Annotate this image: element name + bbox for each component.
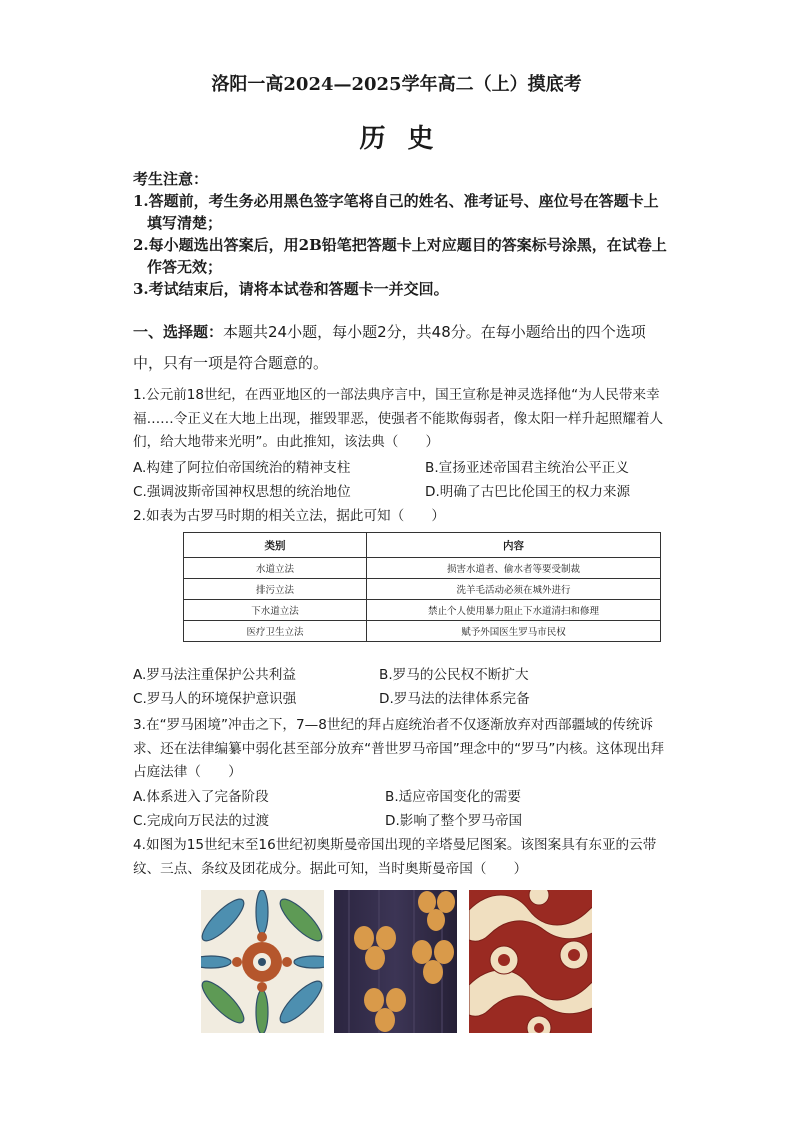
option-c: C.罗马人的环境保护意识强 bbox=[133, 690, 297, 707]
question-2-stem: 2.如表为古罗马时期的相关立法，据此可知（ ） bbox=[133, 508, 446, 524]
table-header: 内容 bbox=[367, 533, 661, 558]
option-d: D.罗马法的法律体系完备 bbox=[379, 690, 530, 707]
option-d: D.明确了古巴比伦国王的权力来源 bbox=[425, 483, 631, 500]
table-row bbox=[184, 600, 661, 621]
table-cell: 排污立法 bbox=[184, 579, 367, 600]
subject-title: 历史 bbox=[359, 124, 456, 154]
question-1-stem: 1.公元前18世纪，在西亚地区的一部法典序言中，国王宣称是神灵选择他“为人民带来幸福……令正义在大地上出现，摧毁罪恶，使强者不能欺侮弱者，像太阳一样升起照耀着人们，给大地带来光明”。由此推知，该法典（ ） bbox=[133, 387, 664, 450]
option-c: C.强调波斯帝国神权思想的统治地位 bbox=[133, 483, 351, 500]
table-row bbox=[184, 621, 661, 642]
section-text: 本题共24小题，每小题2分，共48分。在每小题给出的四个选项中，只有一项是符合题意的。 bbox=[133, 323, 646, 372]
option-a: A.构建了阿拉伯帝国统治的精神支柱 bbox=[133, 460, 351, 476]
option-d: D.影响了整个罗马帝国 bbox=[385, 812, 523, 829]
option-b: B.罗马的公民权不断扩大 bbox=[379, 667, 529, 683]
table-cell: 损害水道者、偷水者等要受制裁 bbox=[367, 558, 661, 579]
question-1-options bbox=[133, 457, 673, 504]
table-header-row bbox=[184, 533, 661, 558]
exam-title: 洛阳一高2024—2025学年高二（上）摸底考 bbox=[211, 74, 582, 95]
section-label: 一、选择题： bbox=[133, 323, 224, 341]
option-a: A.罗马法注重保护公共利益 bbox=[133, 667, 296, 683]
option-c: C.完成向万民法的过渡 bbox=[133, 812, 270, 829]
table-row bbox=[184, 579, 661, 600]
table-cell: 水道立法 bbox=[184, 558, 367, 579]
question-4-stem: 4.如图为15世纪末至16世纪初奥斯曼帝国出现的辛塔曼尼图案。该图案具有东亚的云带纹、三点、条纹及团花成分。据此可知，当时奥斯曼帝国（ ） bbox=[133, 837, 657, 877]
option-b: B.适应帝国变化的需要 bbox=[385, 789, 521, 805]
question-3-options bbox=[133, 786, 673, 833]
option-b: B.宣扬亚述帝国君主统治公平正义 bbox=[425, 460, 629, 476]
notice-item: 2.每小题选出答案后，用2B铅笔把答题卡上对应题目的答案标号涂黑，在试卷上作答无效； bbox=[133, 236, 667, 276]
table-cell: 洗羊毛活动必须在城外进行 bbox=[367, 579, 661, 600]
table-row bbox=[184, 558, 661, 579]
notice-heading: 考生注意： bbox=[133, 170, 209, 188]
pattern-images bbox=[201, 890, 611, 1033]
notice-block bbox=[133, 168, 673, 300]
table-cell: 下水道立法 bbox=[184, 600, 367, 621]
question-3-stem: 3.在“罗马困境”冲击之下，7—8世纪的拜占庭统治者不仅逐渐放弃对西部疆域的传统诉求、还在法律编纂中弱化甚至部分放弃“普世罗马帝国”理念中的“罗马”内核。这体现出拜占庭法律（ ） bbox=[133, 717, 665, 780]
table-header: 类别 bbox=[184, 533, 367, 558]
option-a: A.体系进入了完备阶段 bbox=[133, 789, 269, 805]
cloud-band-pattern-icon bbox=[469, 890, 592, 1033]
tile-pattern-icon bbox=[201, 890, 324, 1033]
question-2-options bbox=[133, 664, 673, 711]
law-table bbox=[183, 532, 661, 642]
three-dots-pattern-icon bbox=[334, 890, 457, 1033]
table-cell: 赋予外国医生罗马市民权 bbox=[367, 621, 661, 642]
table-cell: 医疗卫生立法 bbox=[184, 621, 367, 642]
table-cell: 禁止个人使用暴力阻止下水道清扫和修理 bbox=[367, 600, 661, 621]
section-heading bbox=[133, 317, 673, 379]
notice-item: 3.考试结束后，请将本试卷和答题卡一并交回。 bbox=[133, 280, 449, 298]
notice-item: 1.答题前，考生务必用黑色签字笔将自己的姓名、准考证号、座位号在答题卡上填写清楚； bbox=[133, 192, 659, 232]
